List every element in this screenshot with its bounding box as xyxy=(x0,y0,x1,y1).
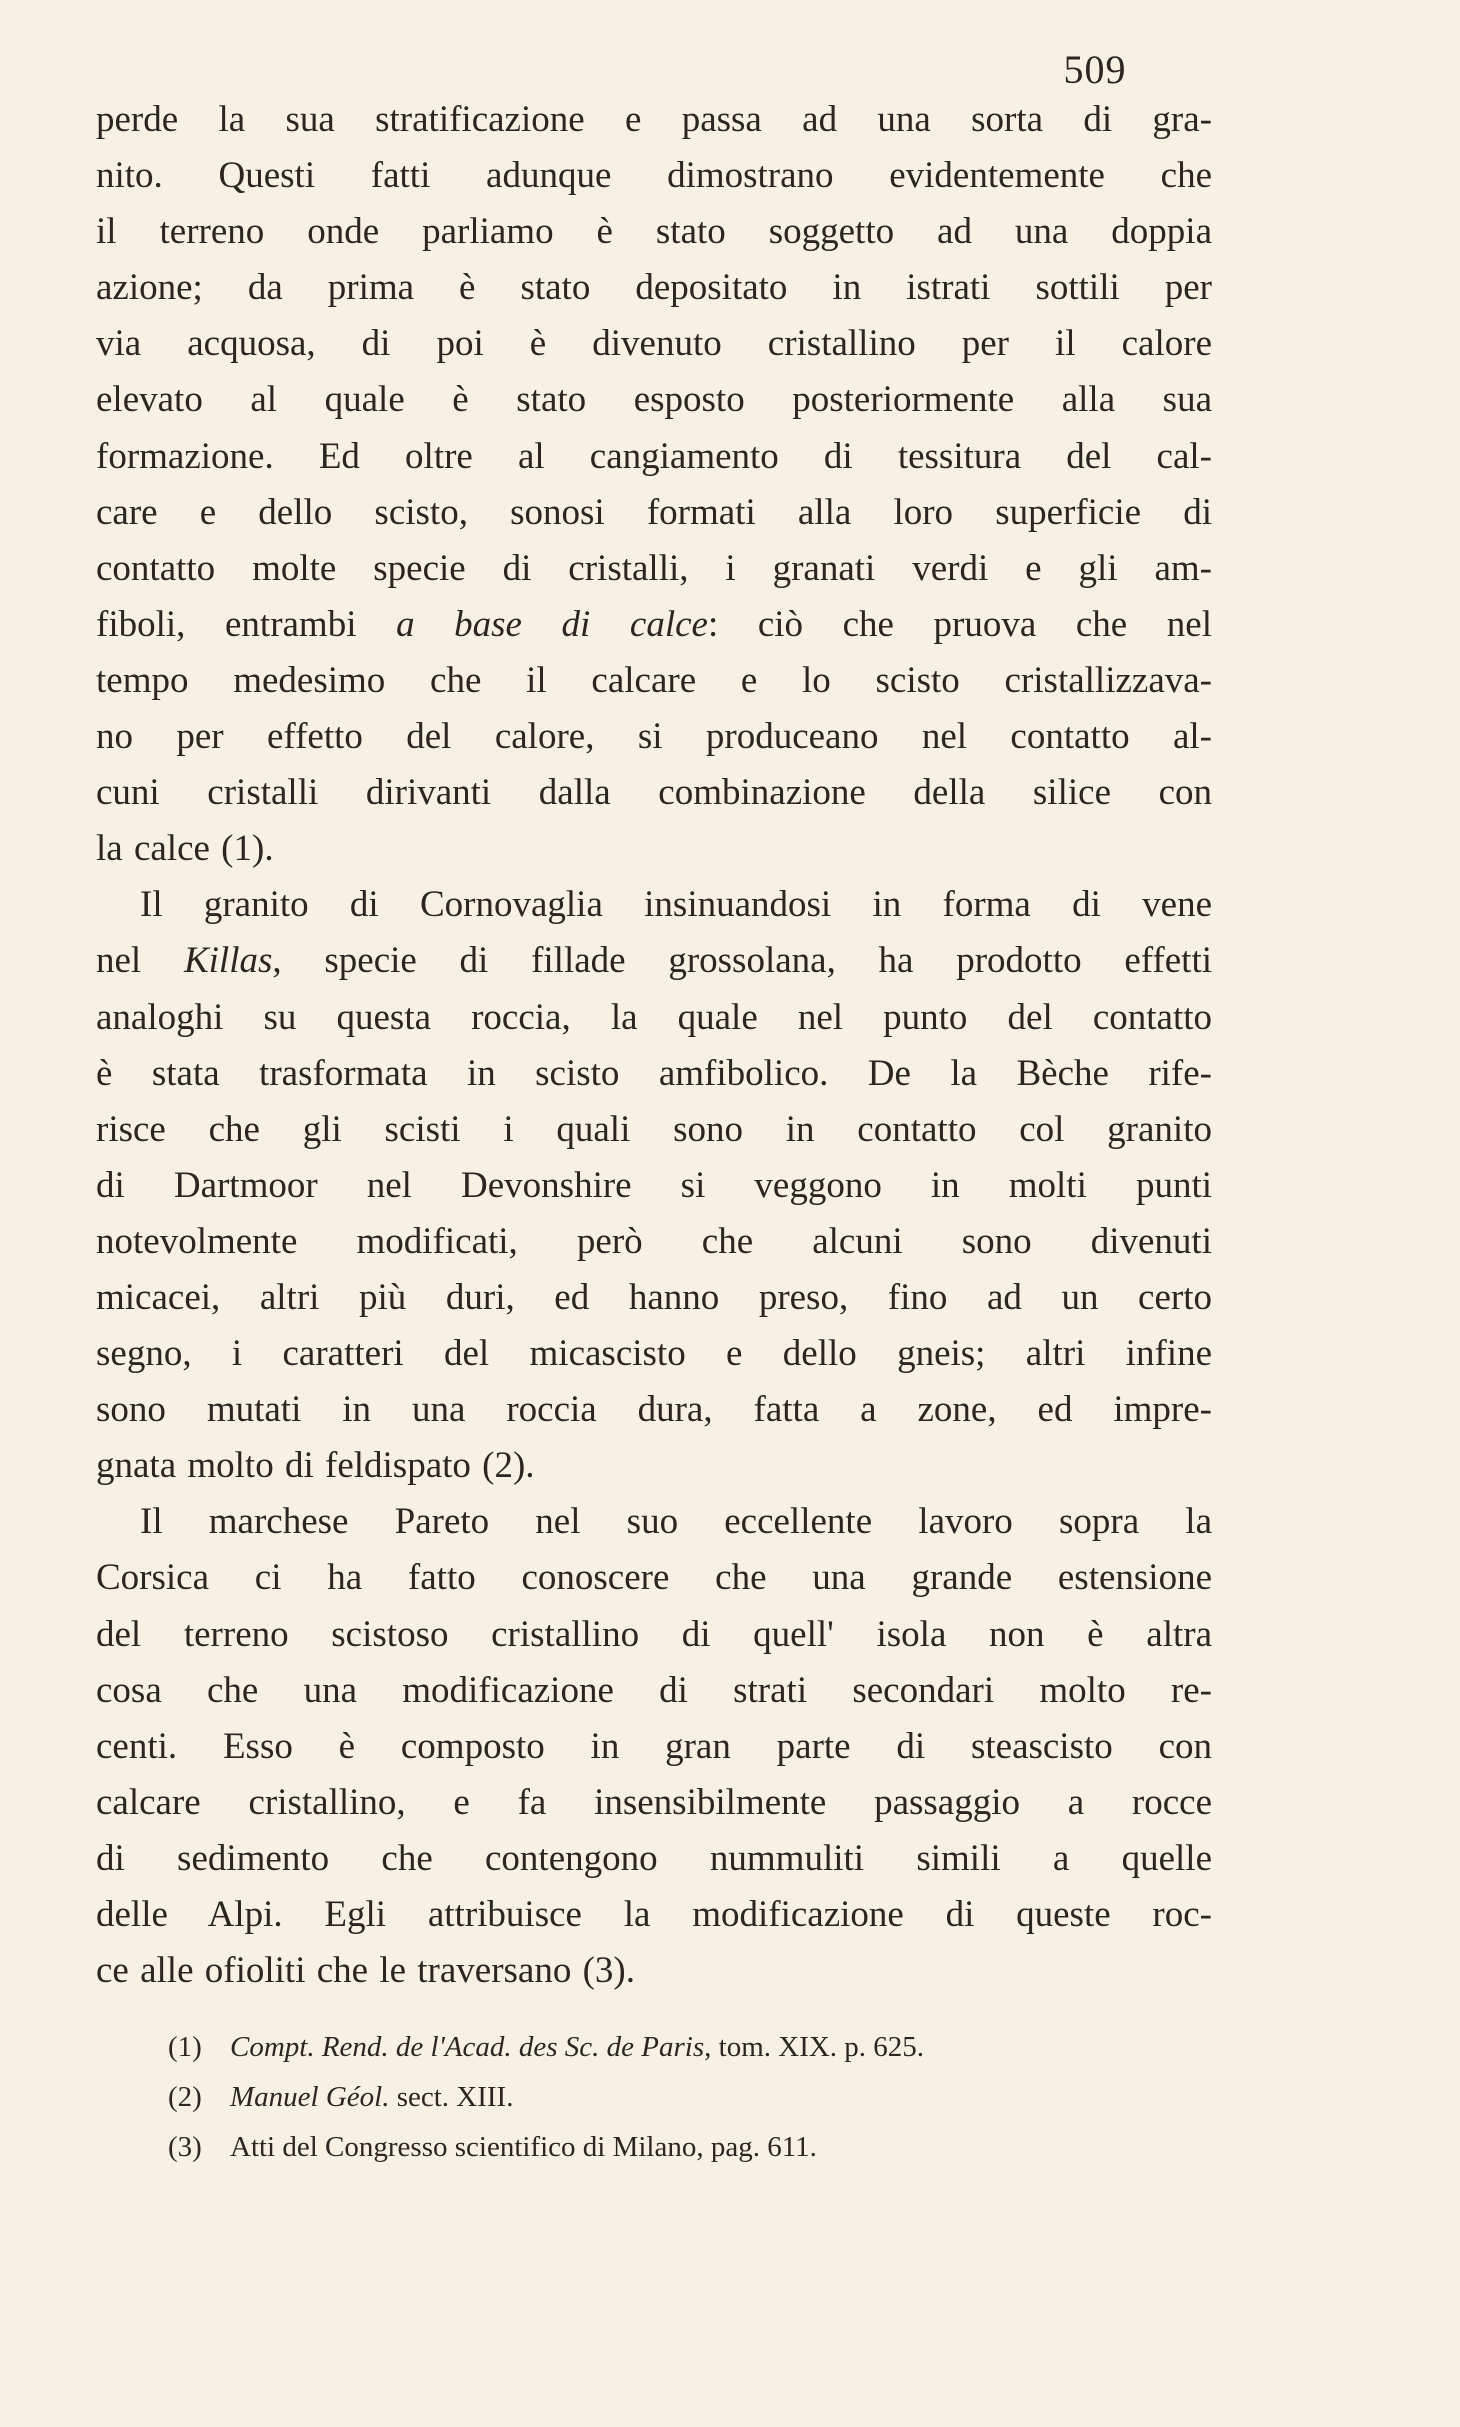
text-line: perde la sua stratificazione e passa ad una sorta di gra- xyxy=(96,99,1212,140)
text-line: via acquosa, di poi è divenuto cristallino per il calore xyxy=(96,323,1212,365)
text-line: contatto molte specie di cristalli, i granati verdi e gli am- xyxy=(96,547,1212,589)
footnote-text: Atti del Congresso scientifico di Milano, pag. 611. xyxy=(230,2131,817,2163)
text-line: care e dello scisto, sonosi formati alla loro superficie di xyxy=(96,491,1212,533)
text-line: il terreno onde parliamo è stato soggetto ad una doppia xyxy=(96,211,1212,253)
text-line: calcare cristallino, e fa insensibilmente passaggio a rocce xyxy=(96,1781,1212,1823)
text-line: cuni cristalli dirivanti dalla combinazione della silice con xyxy=(96,772,1212,814)
footnote-citation: Manuel Géol. xyxy=(230,2081,390,2113)
text-line: Corsica ci ha fatto conoscere che una grande estensione xyxy=(96,1557,1212,1599)
text-line: del terreno scistoso cristallino di quell' isola non è altra xyxy=(96,1613,1212,1655)
text-line: risce che gli scisti i quali sono in contatto col granito xyxy=(96,1108,1212,1150)
text-line: è stata trasformata in scisto amfibolico. De la Bèche rife- xyxy=(96,1052,1212,1094)
footnote xyxy=(168,2022,1228,2072)
footnotes xyxy=(168,2022,1228,2172)
text-line: delle Alpi. Egli attribuisce la modificazione di queste roc- xyxy=(96,1894,1212,1935)
paragraph-start-line: Il granito di Cornovaglia insinuandosi in forma di vene xyxy=(140,884,1212,926)
text-line: notevolmente modificati, però che alcuni sono divenuti xyxy=(96,1220,1212,1262)
text-line: formazione. Ed oltre al cangiamento di tessitura del cal- xyxy=(96,435,1212,477)
text-line: di sedimento che contengono nummuliti simili a quelle xyxy=(96,1837,1212,1879)
footnote-number: (2) xyxy=(168,2081,202,2113)
text-segment: , specie di fillade grossolana, ha prodotto effetti xyxy=(272,940,1213,982)
text-line: sono mutati in una roccia dura, fatta a zone, ed impre- xyxy=(96,1389,1212,1431)
text-line: tempo medesimo che il calcare e lo scisto cristallizzava- xyxy=(96,659,1212,701)
footnote-citation: Compt. Rend. de l'Acad. des Sc. de Paris xyxy=(230,2031,705,2063)
text-line: azione; da prima è stato depositato in istrati sottili per xyxy=(96,267,1212,309)
italic-phrase: Killas xyxy=(183,940,273,982)
footnote-text: , tom. XIX. p. 625. xyxy=(704,2031,925,2063)
italic-phrase: a base di calce xyxy=(396,603,708,645)
text-line: nito. Questi fatti adunque dimostrano evidentemente che xyxy=(96,155,1212,197)
text-line: centi. Esso è composto in gran parte di steascisto con xyxy=(96,1725,1212,1767)
footnote xyxy=(168,2072,1228,2122)
footnote-number: (3) xyxy=(168,2131,202,2163)
text-line: no per effetto del calore, si produceano nel contatto al- xyxy=(96,716,1212,758)
text-line: cosa che una modificazione di strati secondari molto re- xyxy=(96,1669,1212,1711)
footnote-number: (1) xyxy=(168,2031,202,2063)
text-line: elevato al quale è stato esposto posteriormente alla sua xyxy=(96,379,1212,421)
text-line: segno, i caratteri del micascisto e dello gneis; altri infine xyxy=(96,1333,1212,1375)
text-segment: nel xyxy=(96,940,184,982)
paragraph-start-line: Il marchese Pareto nel suo eccellente lavoro sopra la xyxy=(140,1501,1212,1543)
text-line: gnata molto di feldispato (2). xyxy=(96,1445,535,1487)
text-line xyxy=(96,597,1212,653)
body-text xyxy=(96,92,1212,1999)
footnote-text: sect. XIII. xyxy=(389,2081,514,2113)
text-line xyxy=(96,933,1212,989)
page-number: 509 xyxy=(1063,47,1127,92)
text-segment: fiboli, entrambi xyxy=(96,603,397,645)
text-segment: : ciò che pruova che nel xyxy=(707,603,1212,645)
text-line: analoghi su questa roccia, la quale nel punto del contatto xyxy=(96,996,1212,1038)
text-line: di Dartmoor nel Devonshire si veggono in molti punti xyxy=(96,1164,1212,1206)
text-line: la calce (1). xyxy=(96,828,274,870)
footnote xyxy=(168,2122,1228,2172)
text-line: ce alle ofioliti che le traversano (3). xyxy=(96,1950,635,1992)
text-line: micacei, altri più duri, ed hanno preso, fino ad un certo xyxy=(96,1276,1212,1318)
